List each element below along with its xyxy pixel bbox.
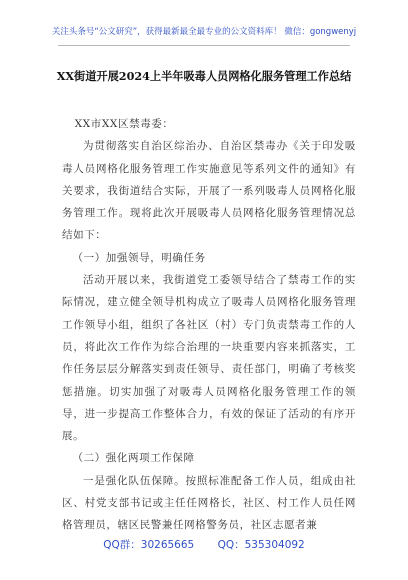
section-heading-1: （一）加强领导，明确任务 — [72, 251, 206, 264]
salutation: XX市XX区禁毒委： — [74, 118, 174, 130]
header-note: 关注头条号“公文研究”，获得最新最全最专业的公文资料库！ 微信：gongwenyj — [51, 27, 357, 37]
document-title: XX街道开展2024上半年吸毒人员网格化服务管理工作总结 — [56, 69, 352, 83]
header-divider — [58, 45, 350, 46]
qq-group-number: QQ群：30265665 — [103, 539, 195, 551]
footer-contact — [0, 537, 408, 552]
section-heading-2: （二）强化两项工作保障 — [72, 452, 195, 465]
document-body — [62, 113, 356, 537]
qq-number: QQ：535304092 — [217, 539, 305, 551]
paragraph-section-1: 活动开展以来，我街道党工委领导结合了禁毒工作的实际情况，建立健全领导机构成立了吸毒人员网格化服务管理工作领导小组，组织了各社区（村）专门负责禁毒工作的人员，将此次工作作为综合治理的一块重要内容来抓落实，工作任务层层分解落实到责任领导、责任部门，明确了考核奖惩措施。切实加强了对吸毒人员网格化服务管理工作的领导，进一步提高工作整体合力，有效的保证了活动的有序开展。 — [62, 274, 356, 443]
paragraph-section-2: 一是强化队伍保障。按照标准配备工作人员，组成由社区、村党支部书记或主任任网格长，社区、村工作人员任网格管理员，辖区民警兼任网格警务员，社区志愿者兼 — [62, 474, 356, 532]
paragraph-intro: 为贯彻落实自治区综治办、自治区禁毒办《关于印发吸毒人员网格化服务管理工作实施意见等系列文件的通知》有关要求，我街道结合实际，开展了一系列吸毒人员网格化服务管理工作。现将此次开展吸毒人员网格化服务管理情况总结如下： — [62, 140, 356, 242]
